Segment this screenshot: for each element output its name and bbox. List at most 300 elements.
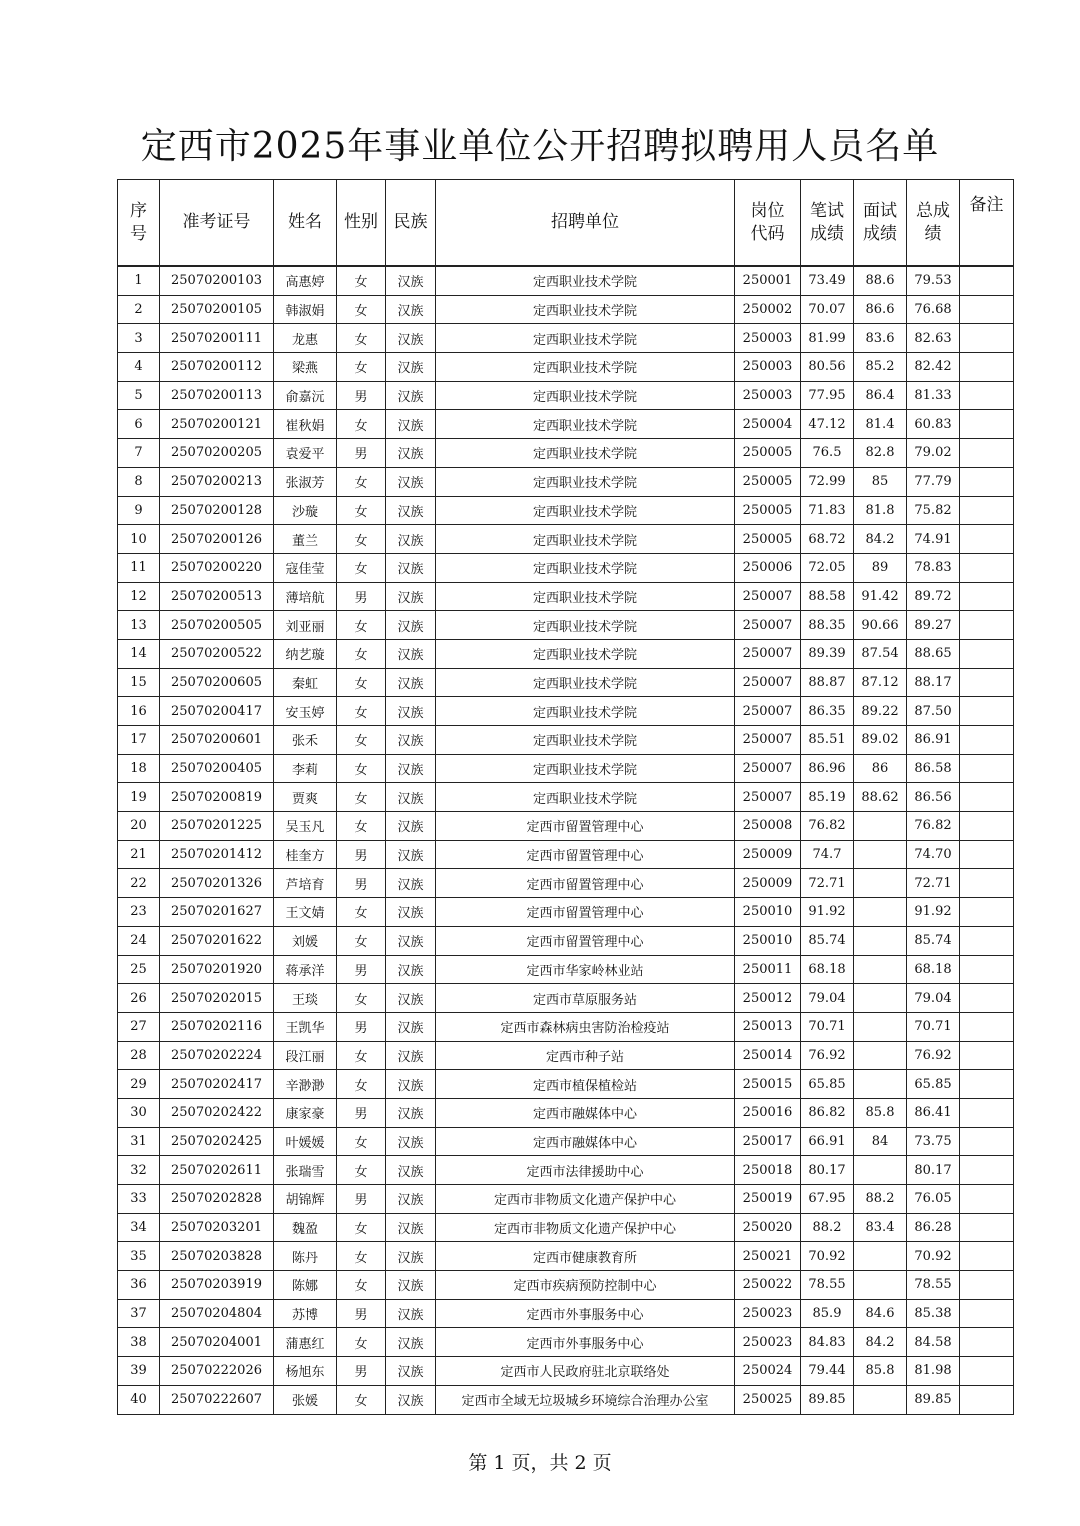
cell-seq: 5 [118,381,160,410]
cell-unit: 定西职业技术学院 [436,439,735,468]
table-row [118,295,1014,324]
cell-interview [854,955,907,984]
header-written: 笔试成绩 [801,180,854,267]
cell-total: 79.04 [907,984,960,1013]
cell-interview: 86.6 [854,295,907,324]
cell-gender: 女 [337,266,386,295]
table-row [118,668,1014,697]
cell-post-code: 250007 [735,783,801,812]
cell-seq: 31 [118,1127,160,1156]
cell-ethnicity: 汉族 [386,496,436,525]
cell-exam-no: 25070200417 [160,697,274,726]
cell-name: 寇佳莹 [274,553,337,582]
cell-ethnicity: 汉族 [386,611,436,640]
cell-ethnicity: 汉族 [386,783,436,812]
cell-written: 68.18 [801,955,854,984]
cell-seq: 30 [118,1098,160,1127]
cell-unit: 定西市留置管理中心 [436,869,735,898]
table-row [118,1156,1014,1185]
cell-name: 康家豪 [274,1098,337,1127]
header-post-code: 岗位代码 [735,180,801,267]
cell-total: 65.85 [907,1070,960,1099]
cell-gender: 女 [337,1156,386,1185]
cell-interview: 84.6 [854,1299,907,1328]
cell-exam-no: 25070200601 [160,726,274,755]
cell-written: 66.91 [801,1127,854,1156]
cell-gender: 女 [337,553,386,582]
cell-remark [960,381,1014,410]
cell-ethnicity: 汉族 [386,840,436,869]
cell-ethnicity: 汉族 [386,410,436,439]
cell-post-code: 250005 [735,467,801,496]
cell-total: 73.75 [907,1127,960,1156]
table-row [118,1098,1014,1127]
cell-exam-no: 25070203201 [160,1213,274,1242]
cell-seq: 4 [118,353,160,382]
cell-interview [854,812,907,841]
table-row [118,869,1014,898]
cell-name: 俞嘉沅 [274,381,337,410]
cell-ethnicity: 汉族 [386,324,436,353]
cell-seq: 19 [118,783,160,812]
cell-interview: 87.12 [854,668,907,697]
cell-exam-no: 25070200121 [160,410,274,439]
cell-interview [854,1271,907,1300]
cell-unit: 定西职业技术学院 [436,467,735,496]
cell-unit: 定西市外事服务中心 [436,1299,735,1328]
cell-exam-no: 25070202425 [160,1127,274,1156]
cell-written: 77.95 [801,381,854,410]
cell-ethnicity: 汉族 [386,439,436,468]
cell-exam-no: 25070200605 [160,668,274,697]
cell-remark [960,726,1014,755]
cell-ethnicity: 汉族 [386,582,436,611]
cell-gender: 女 [337,525,386,554]
cell-interview: 85.8 [854,1098,907,1127]
cell-seq: 2 [118,295,160,324]
page-title: 定西市2025年事业单位公开招聘拟聘用人员名单 [140,126,940,167]
cell-remark [960,1357,1014,1386]
cell-exam-no: 25070200522 [160,639,274,668]
cell-total: 81.33 [907,381,960,410]
cell-total: 84.58 [907,1328,960,1357]
cell-seq: 3 [118,324,160,353]
cell-remark [960,668,1014,697]
cell-unit: 定西市外事服务中心 [436,1328,735,1357]
cell-total: 75.82 [907,496,960,525]
cell-ethnicity: 汉族 [386,1070,436,1099]
cell-exam-no: 25070200103 [160,266,274,295]
cell-written: 70.92 [801,1242,854,1271]
cell-gender: 女 [337,1242,386,1271]
cell-total: 70.92 [907,1242,960,1271]
cell-unit: 定西职业技术学院 [436,697,735,726]
cell-seq: 26 [118,984,160,1013]
cell-seq: 40 [118,1385,160,1414]
cell-gender: 女 [337,754,386,783]
cell-name: 贾爽 [274,783,337,812]
cell-unit: 定西市人民政府驻北京联络处 [436,1357,735,1386]
cell-seq: 9 [118,496,160,525]
table-row [118,1185,1014,1214]
cell-name: 陈娜 [274,1271,337,1300]
header-exam-no: 准考证号 [160,180,274,267]
cell-gender: 女 [337,726,386,755]
cell-gender: 女 [337,984,386,1013]
cell-unit: 定西市全域无垃圾城乡环境综合治理办公室 [436,1385,735,1414]
cell-name: 杨旭东 [274,1357,337,1386]
cell-written: 76.92 [801,1041,854,1070]
cell-seq: 27 [118,1012,160,1041]
cell-post-code: 250023 [735,1299,801,1328]
cell-total: 87.50 [907,697,960,726]
cell-written: 80.56 [801,353,854,382]
cell-exam-no: 25070202224 [160,1041,274,1070]
cell-written: 80.17 [801,1156,854,1185]
cell-ethnicity: 汉族 [386,266,436,295]
cell-ethnicity: 汉族 [386,1299,436,1328]
cell-total: 76.05 [907,1185,960,1214]
cell-post-code: 250007 [735,582,801,611]
cell-name: 沙璇 [274,496,337,525]
cell-ethnicity: 汉族 [386,1041,436,1070]
cell-written: 72.05 [801,553,854,582]
cell-gender: 女 [337,1070,386,1099]
cell-seq: 14 [118,639,160,668]
cell-interview: 81.4 [854,410,907,439]
cell-written: 70.07 [801,295,854,324]
cell-interview: 88.2 [854,1185,907,1214]
cell-post-code: 250002 [735,295,801,324]
cell-written: 88.2 [801,1213,854,1242]
cell-name: 蒋承洋 [274,955,337,984]
cell-interview: 86.4 [854,381,907,410]
cell-total: 86.28 [907,1213,960,1242]
cell-gender: 女 [337,295,386,324]
cell-interview: 89 [854,553,907,582]
cell-remark [960,1385,1014,1414]
cell-remark [960,697,1014,726]
cell-unit: 定西市草原服务站 [436,984,735,1013]
table-row [118,1271,1014,1300]
cell-gender: 男 [337,1012,386,1041]
cell-unit: 定西市非物质文化遗产保护中心 [436,1185,735,1214]
cell-gender: 女 [337,697,386,726]
cell-ethnicity: 汉族 [386,869,436,898]
cell-remark [960,266,1014,295]
cell-name: 辛渺渺 [274,1070,337,1099]
cell-ethnicity: 汉族 [386,1385,436,1414]
cell-remark [960,812,1014,841]
cell-unit: 定西市健康教育所 [436,1242,735,1271]
cell-remark [960,898,1014,927]
cell-seq: 38 [118,1328,160,1357]
cell-post-code: 250004 [735,410,801,439]
cell-exam-no: 25070200819 [160,783,274,812]
cell-name: 袁爱平 [274,439,337,468]
cell-remark [960,1041,1014,1070]
cell-total: 60.83 [907,410,960,439]
table-row [118,266,1014,295]
cell-total: 74.91 [907,525,960,554]
cell-gender: 女 [337,812,386,841]
cell-name: 薄培航 [274,582,337,611]
cell-name: 陈丹 [274,1242,337,1271]
table-header-row [118,180,1014,267]
cell-remark [960,783,1014,812]
table-row [118,353,1014,382]
header-interview: 面试成绩 [854,180,907,267]
cell-seq: 18 [118,754,160,783]
cell-unit: 定西市留置管理中心 [436,812,735,841]
cell-total: 89.27 [907,611,960,640]
cell-ethnicity: 汉族 [386,381,436,410]
table-row [118,754,1014,783]
cell-remark [960,955,1014,984]
cell-exam-no: 25070200205 [160,439,274,468]
cell-seq: 35 [118,1242,160,1271]
table-row [118,439,1014,468]
cell-unit: 定西市华家岭林业站 [436,955,735,984]
table-row [118,324,1014,353]
cell-gender: 男 [337,582,386,611]
cell-remark [960,1299,1014,1328]
cell-unit: 定西职业技术学院 [436,525,735,554]
cell-gender: 女 [337,324,386,353]
cell-name: 崔秋娟 [274,410,337,439]
cell-post-code: 250007 [735,697,801,726]
cell-unit: 定西市疾病预防控制中心 [436,1271,735,1300]
cell-name: 王琰 [274,984,337,1013]
cell-post-code: 250020 [735,1213,801,1242]
cell-interview: 88.62 [854,783,907,812]
cell-remark [960,1012,1014,1041]
cell-gender: 男 [337,1299,386,1328]
cell-gender: 男 [337,1098,386,1127]
cell-unit: 定西市非物质文化遗产保护中心 [436,1213,735,1242]
cell-exam-no: 25070202116 [160,1012,274,1041]
cell-name: 张淑芳 [274,467,337,496]
cell-exam-no: 25070201920 [160,955,274,984]
cell-seq: 7 [118,439,160,468]
cell-unit: 定西职业技术学院 [436,410,735,439]
cell-unit: 定西职业技术学院 [436,639,735,668]
cell-total: 86.56 [907,783,960,812]
cell-gender: 男 [337,869,386,898]
cell-interview [854,1070,907,1099]
cell-name: 刘亚丽 [274,611,337,640]
cell-post-code: 250019 [735,1185,801,1214]
cell-post-code: 250015 [735,1070,801,1099]
header-gender: 性别 [337,180,386,267]
cell-exam-no: 25070202611 [160,1156,274,1185]
cell-gender: 女 [337,496,386,525]
cell-written: 85.19 [801,783,854,812]
cell-total: 76.68 [907,295,960,324]
cell-seq: 12 [118,582,160,611]
cell-name: 韩淑娟 [274,295,337,324]
cell-gender: 男 [337,381,386,410]
cell-ethnicity: 汉族 [386,1328,436,1357]
cell-written: 73.49 [801,266,854,295]
cell-remark [960,553,1014,582]
cell-remark [960,1328,1014,1357]
cell-written: 70.71 [801,1012,854,1041]
cell-gender: 女 [337,1328,386,1357]
cell-seq: 29 [118,1070,160,1099]
cell-interview: 84.2 [854,1328,907,1357]
cell-name: 王凯华 [274,1012,337,1041]
header-unit: 招聘单位 [436,180,735,267]
cell-written: 88.58 [801,582,854,611]
cell-total: 79.02 [907,439,960,468]
cell-seq: 16 [118,697,160,726]
cell-unit: 定西职业技术学院 [436,324,735,353]
cell-remark [960,1213,1014,1242]
cell-post-code: 250007 [735,639,801,668]
cell-interview [854,1041,907,1070]
cell-gender: 女 [337,1127,386,1156]
cell-post-code: 250025 [735,1385,801,1414]
cell-exam-no: 25070203828 [160,1242,274,1271]
cell-ethnicity: 汉族 [386,1012,436,1041]
cell-gender: 女 [337,783,386,812]
cell-ethnicity: 汉族 [386,898,436,927]
table-row [118,582,1014,611]
cell-ethnicity: 汉族 [386,553,436,582]
cell-exam-no: 25070204804 [160,1299,274,1328]
cell-name: 魏盈 [274,1213,337,1242]
cell-total: 80.17 [907,1156,960,1185]
table-row [118,840,1014,869]
cell-post-code: 250014 [735,1041,801,1070]
cell-remark [960,984,1014,1013]
cell-unit: 定西职业技术学院 [436,726,735,755]
cell-name: 董兰 [274,525,337,554]
cell-interview: 89.02 [854,726,907,755]
cell-exam-no: 25070201326 [160,869,274,898]
cell-seq: 34 [118,1213,160,1242]
cell-written: 74.7 [801,840,854,869]
cell-written: 72.99 [801,467,854,496]
cell-interview: 85.2 [854,353,907,382]
cell-total: 78.55 [907,1271,960,1300]
cell-interview [854,984,907,1013]
cell-written: 91.92 [801,898,854,927]
cell-total: 76.92 [907,1041,960,1070]
cell-remark [960,1070,1014,1099]
cell-post-code: 250018 [735,1156,801,1185]
cell-total: 86.41 [907,1098,960,1127]
cell-post-code: 250006 [735,553,801,582]
cell-gender: 女 [337,611,386,640]
cell-total: 82.63 [907,324,960,353]
cell-unit: 定西职业技术学院 [436,295,735,324]
table-row [118,1127,1014,1156]
cell-post-code: 250005 [735,525,801,554]
cell-total: 78.83 [907,553,960,582]
cell-ethnicity: 汉族 [386,295,436,324]
cell-post-code: 250010 [735,898,801,927]
cell-remark [960,611,1014,640]
cell-name: 张禾 [274,726,337,755]
cell-name: 芦培育 [274,869,337,898]
cell-post-code: 250007 [735,754,801,783]
table-row [118,1242,1014,1271]
cell-remark [960,439,1014,468]
cell-post-code: 250007 [735,611,801,640]
cell-written: 85.74 [801,926,854,955]
cell-gender: 女 [337,926,386,955]
cell-written: 65.85 [801,1070,854,1099]
cell-exam-no: 25070200126 [160,525,274,554]
cell-exam-no: 25070200513 [160,582,274,611]
cell-post-code: 250008 [735,812,801,841]
cell-exam-no: 25070202422 [160,1098,274,1127]
cell-interview: 88.6 [854,266,907,295]
cell-seq: 22 [118,869,160,898]
cell-seq: 32 [118,1156,160,1185]
cell-total: 89.72 [907,582,960,611]
cell-unit: 定西职业技术学院 [436,611,735,640]
cell-ethnicity: 汉族 [386,926,436,955]
cell-name: 王文婧 [274,898,337,927]
cell-written: 72.71 [801,869,854,898]
header-seq: 序号 [118,180,160,267]
cell-name: 蒲惠红 [274,1328,337,1357]
cell-ethnicity: 汉族 [386,467,436,496]
cell-gender: 女 [337,467,386,496]
cell-exam-no: 25070200213 [160,467,274,496]
cell-seq: 25 [118,955,160,984]
cell-ethnicity: 汉族 [386,984,436,1013]
cell-total: 76.82 [907,812,960,841]
cell-ethnicity: 汉族 [386,1213,436,1242]
cell-total: 72.71 [907,869,960,898]
cell-remark [960,295,1014,324]
cell-total: 88.65 [907,639,960,668]
cell-written: 76.82 [801,812,854,841]
cell-post-code: 250003 [735,353,801,382]
cell-total: 81.98 [907,1357,960,1386]
table-row [118,1213,1014,1242]
cell-written: 76.5 [801,439,854,468]
cell-exam-no: 25070201622 [160,926,274,955]
cell-total: 88.17 [907,668,960,697]
table-row [118,984,1014,1013]
cell-ethnicity: 汉族 [386,812,436,841]
table-row [118,783,1014,812]
cell-interview: 89.22 [854,697,907,726]
cell-ethnicity: 汉族 [386,1098,436,1127]
cell-exam-no: 25070200128 [160,496,274,525]
cell-written: 84.83 [801,1328,854,1357]
cell-ethnicity: 汉族 [386,668,436,697]
cell-unit: 定西市法律援助中心 [436,1156,735,1185]
cell-unit: 定西职业技术学院 [436,582,735,611]
table-body [118,266,1014,1414]
cell-written: 79.04 [801,984,854,1013]
cell-written: 86.35 [801,697,854,726]
cell-interview: 84 [854,1127,907,1156]
cell-total: 68.18 [907,955,960,984]
cell-unit: 定西市留置管理中心 [436,926,735,955]
cell-gender: 男 [337,1185,386,1214]
cell-written: 89.39 [801,639,854,668]
table-row [118,553,1014,582]
cell-written: 68.72 [801,525,854,554]
cell-name: 桂奎方 [274,840,337,869]
